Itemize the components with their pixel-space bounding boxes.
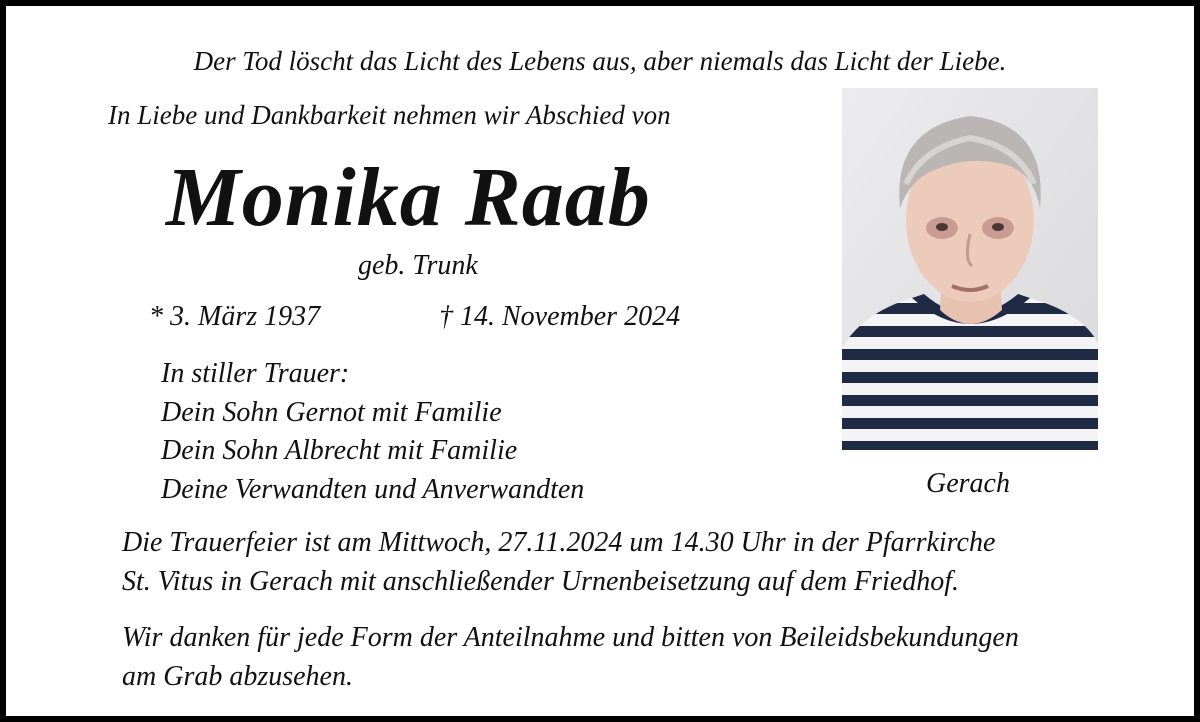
- portrait-photo: [842, 88, 1098, 450]
- portrait-illustration: [842, 88, 1098, 450]
- mourner-line: Dein Sohn Gernot mit Familie: [161, 396, 502, 428]
- thanks-note: [122, 618, 1019, 696]
- thanks-line: am Grab abzusehen.: [122, 661, 353, 692]
- death-date: † 14. November 2024: [439, 301, 681, 332]
- mourners-heading: In stiller Trauer:: [161, 358, 350, 389]
- birth-name: geb. Trunk: [358, 250, 478, 281]
- thanks-line: Wir danken für jede Form der Anteilnahme und bitten von Beileidsbekundungen: [122, 622, 1019, 653]
- funeral-line: Die Trauerfeier ist am Mittwoch, 27.11.2024 um 14.30 Uhr in der Pfarrkirche: [122, 527, 996, 558]
- intro-line: In Liebe und Dankbarkeit nehmen wir Abschied von: [108, 100, 671, 130]
- mourner-line: Deine Verwandten und Anverwandten: [161, 473, 585, 505]
- birth-date: * 3. März 1937: [149, 301, 321, 332]
- motto-quote: Der Tod löscht das Licht des Lebens aus, aber niemals das Licht der Liebe.: [193, 46, 1007, 76]
- funeral-info: [122, 523, 995, 601]
- deceased-name: Monika Raab: [166, 151, 651, 244]
- mourners-list: [161, 355, 584, 509]
- funeral-line: St. Vitus in Gerach mit anschließender Urnenbeisetzung auf dem Friedhof.: [122, 566, 960, 597]
- place-name: Gerach: [926, 468, 1010, 499]
- mourner-line: Dein Sohn Albrecht mit Familie: [161, 435, 518, 466]
